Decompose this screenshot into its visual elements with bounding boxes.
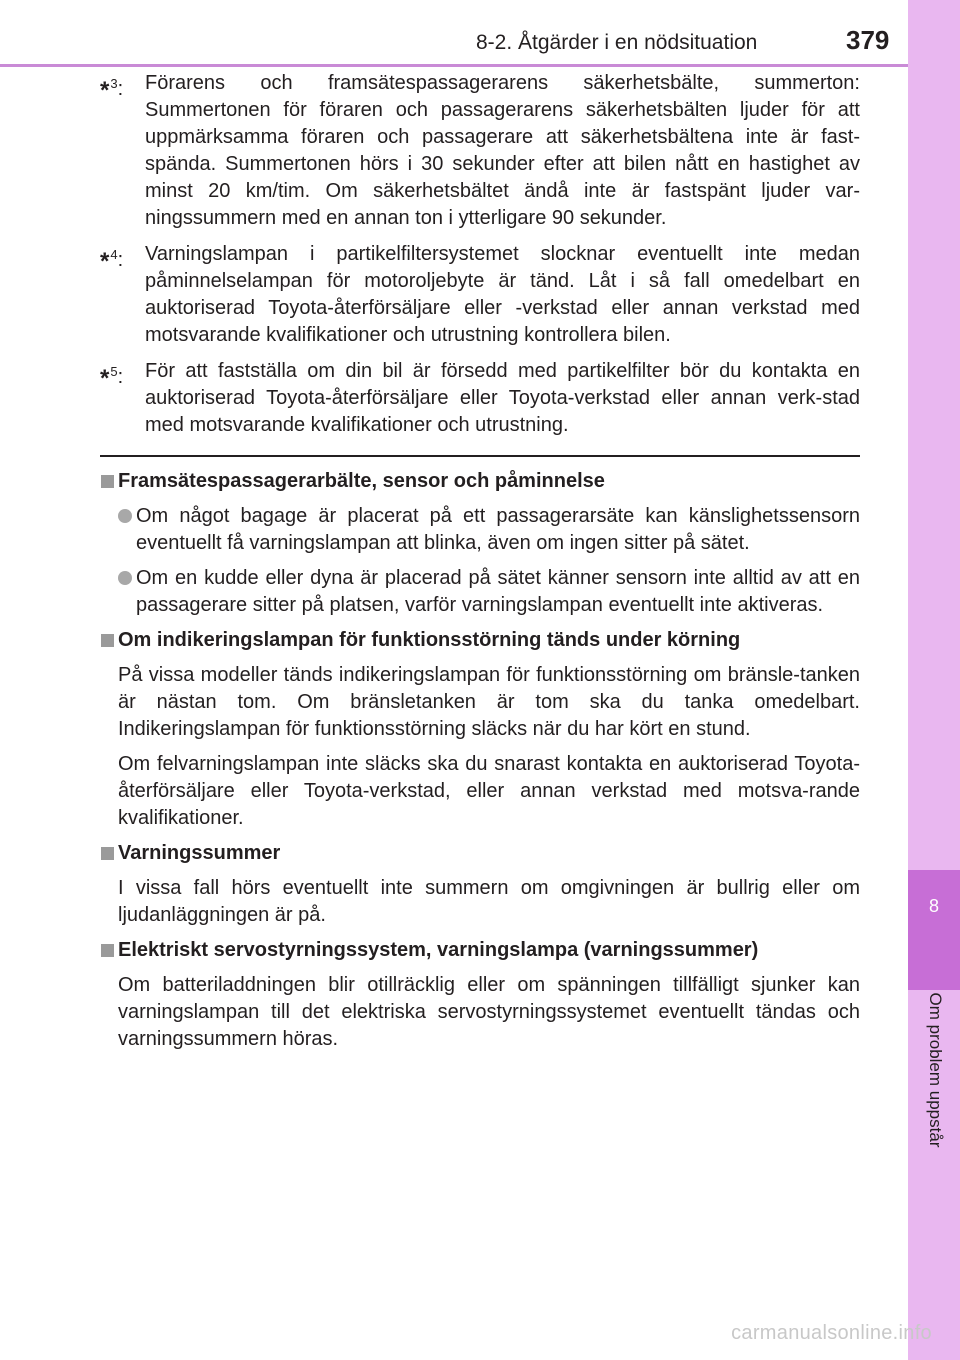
chapter-tab-strip (908, 0, 960, 1360)
footnote (100, 70, 860, 232)
circle-bullet-icon (118, 571, 132, 585)
circle-bullet-icon (118, 509, 132, 523)
square-bullet-icon (101, 847, 114, 860)
paragraph: Om felvarningslampan inte släcks ska du snarast kontakta en auktoriserad Toyota-återförsäljare eller Toyota-verkstad, eller annan verkstad med motsva-rande kvalifikationer. (118, 753, 860, 829)
section-heading: Elektriskt servostyrningssystem, varningslampa (varningssummer) (100, 937, 860, 964)
chapter-title: Om problem uppstår (926, 992, 945, 1148)
footnote-marker: *$^3$: (100, 76, 124, 104)
section-heading: Om indikeringslampan för funktionsstörning tänds under körning (100, 627, 860, 654)
section-heading: Framsätespassagerarbälte, sensor och påminnelse (100, 468, 860, 495)
footnote-marker: *$^4$: (100, 247, 124, 275)
bullet-item: Om något bagage är placerat på ett passagerarsäte kan känslighetssensorn eventuellt få varningslampan att blinka, även om ingen sitter på sätet. (100, 503, 860, 557)
chapter-tab[interactable] (908, 870, 960, 990)
page-content (100, 70, 860, 1053)
chapter-number: 8 (928, 896, 939, 916)
footnote-text: För att fastställa om din bil är försedd med partikelfilter bör du kontakta en auktoriserad Toyota-återförsäljare eller Toyota-verkstad eller annan verk-stad med motsvarande kvalifikationer och utrustning. (145, 360, 860, 436)
paragraph: I vissa fall hörs eventuellt inte summern om omgivningen är bullrig eller om ljudanläggningen är på. (118, 877, 860, 926)
square-bullet-icon (101, 944, 114, 957)
footnote-text: Förarens och framsätespassagerarens säkerhetsbälte, summerton: Summertonen för föraren och passagerarens säkerhetsbälten ljuder för att uppmärksamma föraren och passagerare att säkerhetsbältena inte är fast-spända. Summertonen hörs i 30 sekunder efter att bilen nått en hastighet av minst 20 km/tim. Om säkerhetsbältet ändå inte är fastspänt ljuder var-ningssummern med en annan ton i ytterligare 90 sekunder. (145, 72, 860, 229)
footnote (100, 358, 860, 439)
page-number: 379 (846, 25, 890, 55)
square-bullet-icon (101, 634, 114, 647)
footnote-text: Varningslampan i partikelfiltersystemet slocknar eventuellt inte medan påminnelselampan för motoroljebyte är tänd. Låt i så fall omedelbart en auktoriserad Toyota-återförsäljare eller -verkstad eller annan verkstad med motsvarande kvalifikationer och utrustning kontrollera bilen. (145, 243, 860, 346)
section-heading: Varningssummer (100, 840, 860, 867)
paragraph: Om batteriladdningen blir otillräcklig eller om spänningen tillfälligt sjunker kan varningslampan till det elektriska servostyrningssystemet eventuellt tändas och varningssummern höras. (118, 974, 860, 1050)
footnote (100, 241, 860, 349)
footnote-marker: *$^5$: (100, 364, 124, 392)
bullet-item: Om en kudde eller dyna är placerad på sätet känner sensorn inte alltid av att en passagerare sitter på platsen, varför varningslampan eventuellt inte aktiveras. (100, 565, 860, 619)
header-rule (0, 64, 908, 67)
section-divider (100, 455, 860, 457)
watermark: carmanualsonline.info (731, 1322, 932, 1344)
paragraph: På vissa modeller tänds indikeringslampan för funktionsstörning om bränsle-tanken är nästan tom. Om bränsletanken är tom ska du tanka omedelbart. Indikeringslampan för funktionsstörning släcks när du har kört en stund. (118, 664, 860, 740)
section-title: 8-2. Åtgärder i en nödsituation (476, 31, 758, 54)
square-bullet-icon (101, 475, 114, 488)
